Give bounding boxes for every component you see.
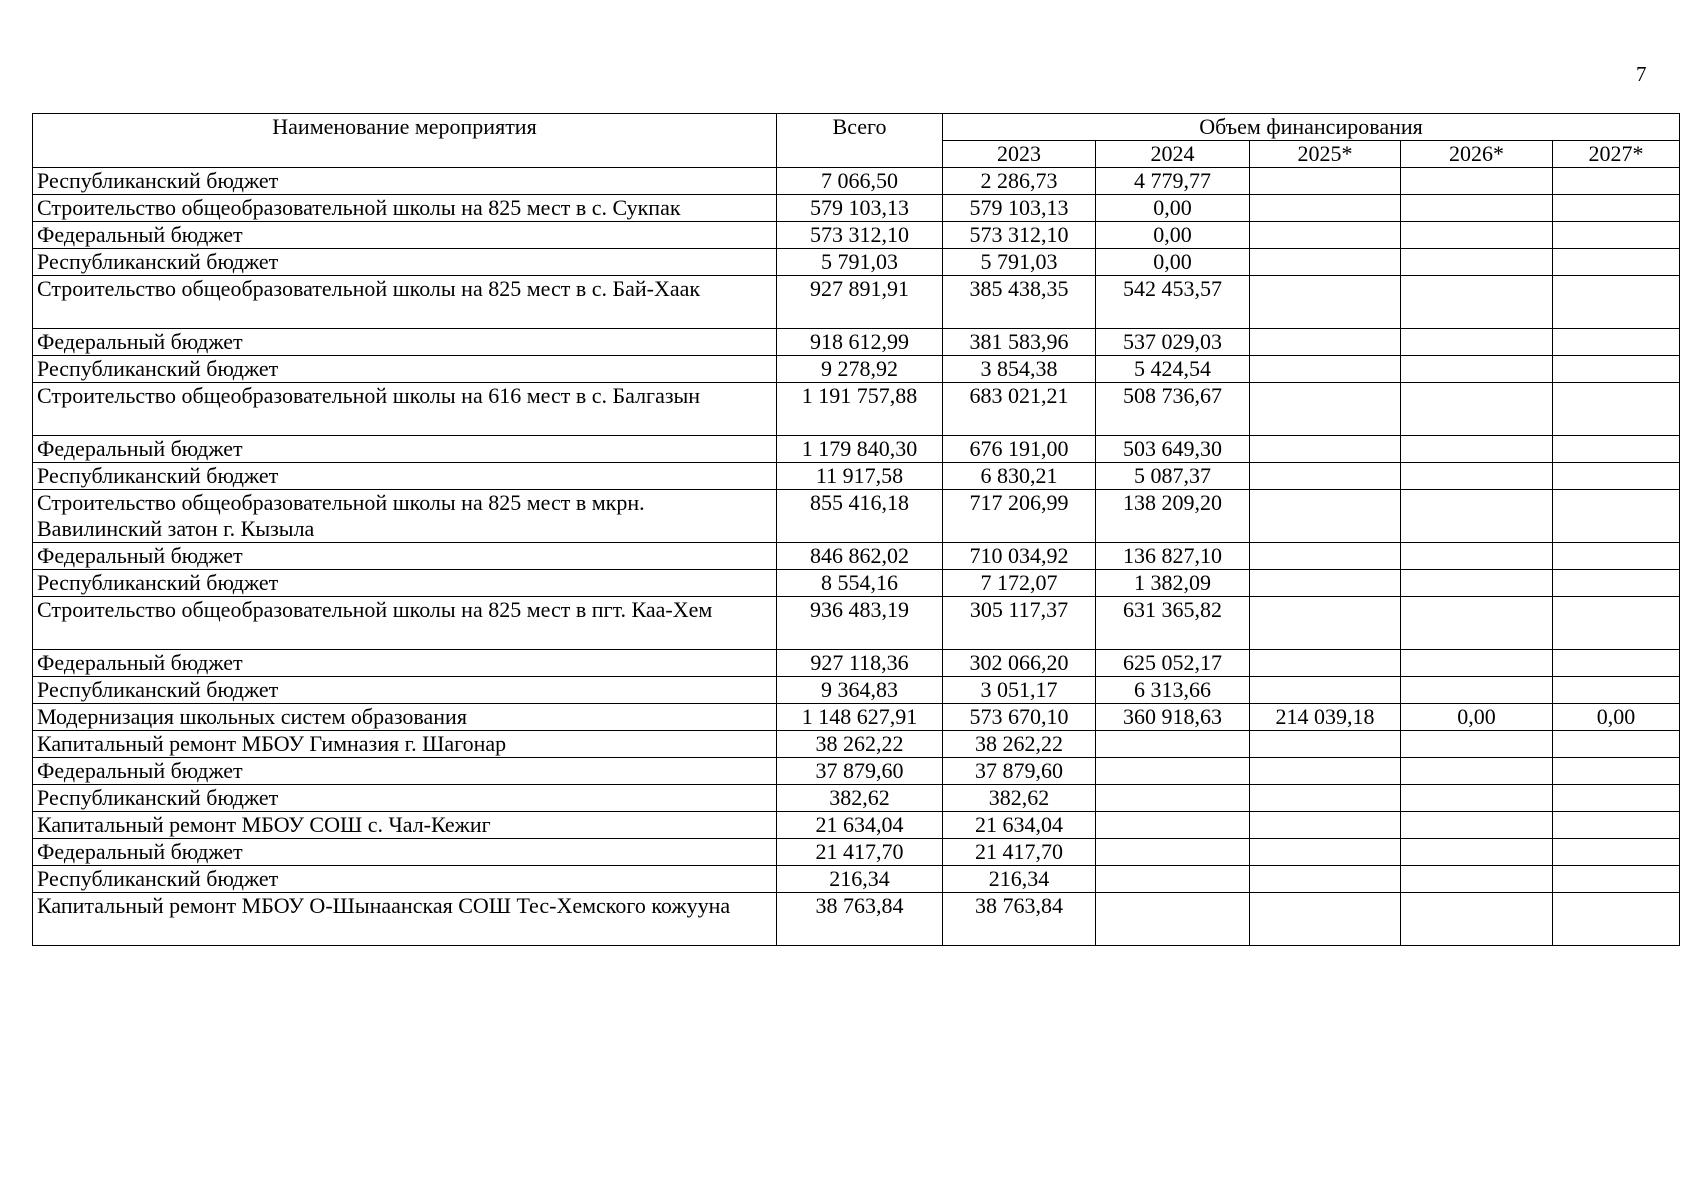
table-row — [33, 839, 1680, 866]
table-row — [33, 597, 1680, 650]
cell-y2026 — [1401, 839, 1553, 866]
cell-y2024: 138 209,20 — [1096, 490, 1250, 543]
cell-activity-name: Республиканский бюджет — [33, 356, 777, 383]
cell-total: 216,34 — [777, 866, 943, 893]
table-row — [33, 249, 1680, 276]
cell-activity-name: Республиканский бюджет — [33, 677, 777, 704]
cell-y2026 — [1401, 168, 1553, 195]
cell-y2025 — [1250, 329, 1401, 356]
cell-y2023: 21 634,04 — [943, 812, 1096, 839]
cell-activity-name: Федеральный бюджет — [33, 650, 777, 677]
cell-total: 936 483,19 — [777, 597, 943, 650]
cell-total: 11 917,58 — [777, 463, 943, 490]
cell-y2023: 38 262,22 — [943, 731, 1096, 758]
cell-y2023: 579 103,13 — [943, 195, 1096, 222]
cell-y2023: 3 051,17 — [943, 677, 1096, 704]
cell-y2026 — [1401, 490, 1553, 543]
cell-y2027 — [1553, 195, 1680, 222]
cell-y2025 — [1250, 356, 1401, 383]
cell-total: 846 862,02 — [777, 543, 943, 570]
cell-y2024: 360 918,63 — [1096, 704, 1250, 731]
cell-activity-name: Федеральный бюджет — [33, 839, 777, 866]
cell-activity-name: Строительство общеобразовательной школы на 825 мест в с. Бай-Хаак — [33, 276, 777, 329]
cell-total: 1 148 627,91 — [777, 704, 943, 731]
cell-y2025 — [1250, 812, 1401, 839]
table-row — [33, 276, 1680, 329]
column-header-name: Наименование мероприятия — [33, 114, 777, 168]
column-header-year: 2027* — [1553, 141, 1680, 168]
cell-y2026 — [1401, 570, 1553, 597]
cell-y2027 — [1553, 329, 1680, 356]
cell-y2025 — [1250, 222, 1401, 249]
cell-y2026 — [1401, 383, 1553, 436]
cell-y2023: 385 438,35 — [943, 276, 1096, 329]
cell-total: 21 417,70 — [777, 839, 943, 866]
cell-y2024 — [1096, 785, 1250, 812]
table-row — [33, 893, 1680, 946]
table-row — [33, 704, 1680, 731]
financing-table — [32, 113, 1680, 946]
cell-total: 38 763,84 — [777, 893, 943, 946]
cell-total: 21 634,04 — [777, 812, 943, 839]
cell-y2025 — [1250, 758, 1401, 785]
cell-y2026 — [1401, 329, 1553, 356]
cell-y2023: 676 191,00 — [943, 436, 1096, 463]
cell-activity-name: Строительство общеобразовательной школы на 825 мест в мкрн. Вавилинский затон г. Кызыла — [33, 490, 777, 543]
cell-y2025 — [1250, 463, 1401, 490]
cell-y2023: 302 066,20 — [943, 650, 1096, 677]
cell-y2026 — [1401, 650, 1553, 677]
cell-total: 855 416,18 — [777, 490, 943, 543]
cell-y2027 — [1553, 812, 1680, 839]
table-row — [33, 168, 1680, 195]
cell-y2025 — [1250, 543, 1401, 570]
cell-y2023: 6 830,21 — [943, 463, 1096, 490]
cell-y2024: 503 649,30 — [1096, 436, 1250, 463]
table-row — [33, 222, 1680, 249]
cell-y2023: 3 854,38 — [943, 356, 1096, 383]
table-row — [33, 383, 1680, 436]
table-row — [33, 866, 1680, 893]
cell-total: 7 066,50 — [777, 168, 943, 195]
cell-y2024: 6 313,66 — [1096, 677, 1250, 704]
cell-activity-name: Строительство общеобразовательной школы на 825 мест в пгт. Каа-Хем — [33, 597, 777, 650]
cell-y2025 — [1250, 276, 1401, 329]
cell-y2027 — [1553, 731, 1680, 758]
cell-y2026 — [1401, 222, 1553, 249]
cell-activity-name: Капитальный ремонт МБОУ СОШ с. Чал-Кежиг — [33, 812, 777, 839]
cell-y2025 — [1250, 893, 1401, 946]
cell-y2026 — [1401, 249, 1553, 276]
table-row — [33, 812, 1680, 839]
cell-y2023: 38 763,84 — [943, 893, 1096, 946]
cell-activity-name: Строительство общеобразовательной школы на 616 мест в с. Балгазын — [33, 383, 777, 436]
cell-total: 927 891,91 — [777, 276, 943, 329]
cell-total: 1 179 840,30 — [777, 436, 943, 463]
table-row — [33, 731, 1680, 758]
page-number: 7 — [1636, 62, 1647, 86]
column-header-year: 2024 — [1096, 141, 1250, 168]
table-row — [33, 543, 1680, 570]
cell-y2024 — [1096, 893, 1250, 946]
table-row — [33, 490, 1680, 543]
cell-y2026 — [1401, 758, 1553, 785]
cell-y2023: 5 791,03 — [943, 249, 1096, 276]
cell-activity-name: Федеральный бюджет — [33, 543, 777, 570]
cell-y2023: 717 206,99 — [943, 490, 1096, 543]
cell-y2025 — [1250, 731, 1401, 758]
table-row — [33, 329, 1680, 356]
cell-y2026 — [1401, 276, 1553, 329]
cell-y2024 — [1096, 839, 1250, 866]
cell-y2023: 7 172,07 — [943, 570, 1096, 597]
cell-total: 382,62 — [777, 785, 943, 812]
cell-y2024: 0,00 — [1096, 249, 1250, 276]
cell-y2025 — [1250, 168, 1401, 195]
cell-y2026 — [1401, 785, 1553, 812]
cell-y2027 — [1553, 677, 1680, 704]
table-row — [33, 650, 1680, 677]
cell-total: 573 312,10 — [777, 222, 943, 249]
table-row — [33, 758, 1680, 785]
cell-y2026 — [1401, 597, 1553, 650]
cell-y2025 — [1250, 597, 1401, 650]
cell-activity-name: Федеральный бюджет — [33, 758, 777, 785]
cell-y2025 — [1250, 490, 1401, 543]
cell-y2026 — [1401, 812, 1553, 839]
cell-y2023: 381 583,96 — [943, 329, 1096, 356]
cell-y2027 — [1553, 597, 1680, 650]
cell-y2026: 0,00 — [1401, 704, 1553, 731]
cell-y2026 — [1401, 677, 1553, 704]
table-row — [33, 677, 1680, 704]
cell-y2025 — [1250, 677, 1401, 704]
cell-activity-name: Республиканский бюджет — [33, 866, 777, 893]
cell-y2023: 216,34 — [943, 866, 1096, 893]
cell-y2024: 5 087,37 — [1096, 463, 1250, 490]
cell-y2027 — [1553, 543, 1680, 570]
cell-y2027 — [1553, 356, 1680, 383]
cell-y2025 — [1250, 650, 1401, 677]
cell-y2024: 631 365,82 — [1096, 597, 1250, 650]
column-header-year: 2023 — [943, 141, 1096, 168]
cell-total: 579 103,13 — [777, 195, 943, 222]
cell-y2023: 683 021,21 — [943, 383, 1096, 436]
cell-total: 9 364,83 — [777, 677, 943, 704]
cell-activity-name: Федеральный бюджет — [33, 436, 777, 463]
cell-y2025 — [1250, 436, 1401, 463]
cell-total: 5 791,03 — [777, 249, 943, 276]
cell-activity-name: Республиканский бюджет — [33, 249, 777, 276]
cell-activity-name: Модернизация школьных систем образования — [33, 704, 777, 731]
cell-activity-name: Капитальный ремонт МБОУ Гимназия г. Шагонар — [33, 731, 777, 758]
cell-y2025 — [1250, 249, 1401, 276]
cell-activity-name: Федеральный бюджет — [33, 222, 777, 249]
cell-y2024 — [1096, 758, 1250, 785]
cell-y2027 — [1553, 276, 1680, 329]
cell-y2023: 710 034,92 — [943, 543, 1096, 570]
table-row — [33, 356, 1680, 383]
cell-y2023: 21 417,70 — [943, 839, 1096, 866]
cell-y2024: 625 052,17 — [1096, 650, 1250, 677]
table-row — [33, 195, 1680, 222]
cell-y2027 — [1553, 866, 1680, 893]
column-header-financing: Объем финансирования — [943, 114, 1680, 141]
cell-y2026 — [1401, 731, 1553, 758]
cell-y2026 — [1401, 356, 1553, 383]
cell-activity-name: Строительство общеобразовательной школы на 825 мест в с. Сукпак — [33, 195, 777, 222]
cell-y2025 — [1250, 785, 1401, 812]
cell-y2024: 136 827,10 — [1096, 543, 1250, 570]
cell-y2023: 37 879,60 — [943, 758, 1096, 785]
cell-y2024 — [1096, 866, 1250, 893]
cell-y2024: 0,00 — [1096, 195, 1250, 222]
cell-y2027 — [1553, 758, 1680, 785]
cell-y2027 — [1553, 490, 1680, 543]
table-row — [33, 463, 1680, 490]
cell-y2026 — [1401, 893, 1553, 946]
cell-y2027 — [1553, 463, 1680, 490]
table-row — [33, 570, 1680, 597]
cell-y2023: 382,62 — [943, 785, 1096, 812]
cell-y2023: 573 312,10 — [943, 222, 1096, 249]
cell-y2024: 542 453,57 — [1096, 276, 1250, 329]
cell-y2025: 214 039,18 — [1250, 704, 1401, 731]
cell-y2024: 537 029,03 — [1096, 329, 1250, 356]
table-row — [33, 785, 1680, 812]
cell-y2027 — [1553, 650, 1680, 677]
cell-activity-name: Республиканский бюджет — [33, 168, 777, 195]
column-header-total: Всего — [777, 114, 943, 168]
cell-y2024: 4 779,77 — [1096, 168, 1250, 195]
cell-y2027 — [1553, 383, 1680, 436]
cell-y2023: 573 670,10 — [943, 704, 1096, 731]
cell-total: 1 191 757,88 — [777, 383, 943, 436]
table-row — [33, 436, 1680, 463]
cell-activity-name: Республиканский бюджет — [33, 463, 777, 490]
column-header-year: 2025* — [1250, 141, 1401, 168]
cell-y2025 — [1250, 866, 1401, 893]
cell-total: 38 262,22 — [777, 731, 943, 758]
cell-y2026 — [1401, 543, 1553, 570]
cell-y2026 — [1401, 866, 1553, 893]
cell-y2027 — [1553, 893, 1680, 946]
cell-activity-name: Республиканский бюджет — [33, 785, 777, 812]
cell-total: 927 118,36 — [777, 650, 943, 677]
cell-y2027 — [1553, 839, 1680, 866]
cell-y2027 — [1553, 168, 1680, 195]
cell-y2027 — [1553, 785, 1680, 812]
cell-y2024: 508 736,67 — [1096, 383, 1250, 436]
cell-y2025 — [1250, 570, 1401, 597]
cell-y2025 — [1250, 383, 1401, 436]
cell-y2027: 0,00 — [1553, 704, 1680, 731]
cell-total: 918 612,99 — [777, 329, 943, 356]
cell-y2025 — [1250, 839, 1401, 866]
cell-y2027 — [1553, 570, 1680, 597]
cell-y2026 — [1401, 436, 1553, 463]
cell-total: 9 278,92 — [777, 356, 943, 383]
table-body — [33, 168, 1680, 946]
cell-y2026 — [1401, 463, 1553, 490]
cell-activity-name: Республиканский бюджет — [33, 570, 777, 597]
cell-y2026 — [1401, 195, 1553, 222]
cell-y2023: 305 117,37 — [943, 597, 1096, 650]
cell-y2024 — [1096, 812, 1250, 839]
cell-y2024: 0,00 — [1096, 222, 1250, 249]
cell-y2025 — [1250, 195, 1401, 222]
cell-y2027 — [1553, 222, 1680, 249]
cell-activity-name: Федеральный бюджет — [33, 329, 777, 356]
cell-y2027 — [1553, 436, 1680, 463]
cell-y2024: 1 382,09 — [1096, 570, 1250, 597]
cell-total: 8 554,16 — [777, 570, 943, 597]
cell-y2024 — [1096, 731, 1250, 758]
cell-y2027 — [1553, 249, 1680, 276]
cell-y2024: 5 424,54 — [1096, 356, 1250, 383]
cell-y2023: 2 286,73 — [943, 168, 1096, 195]
cell-total: 37 879,60 — [777, 758, 943, 785]
cell-activity-name: Капитальный ремонт МБОУ О-Шынаанская СОШ Тес-Хемского кожууна — [33, 893, 777, 946]
column-header-year: 2026* — [1401, 141, 1553, 168]
